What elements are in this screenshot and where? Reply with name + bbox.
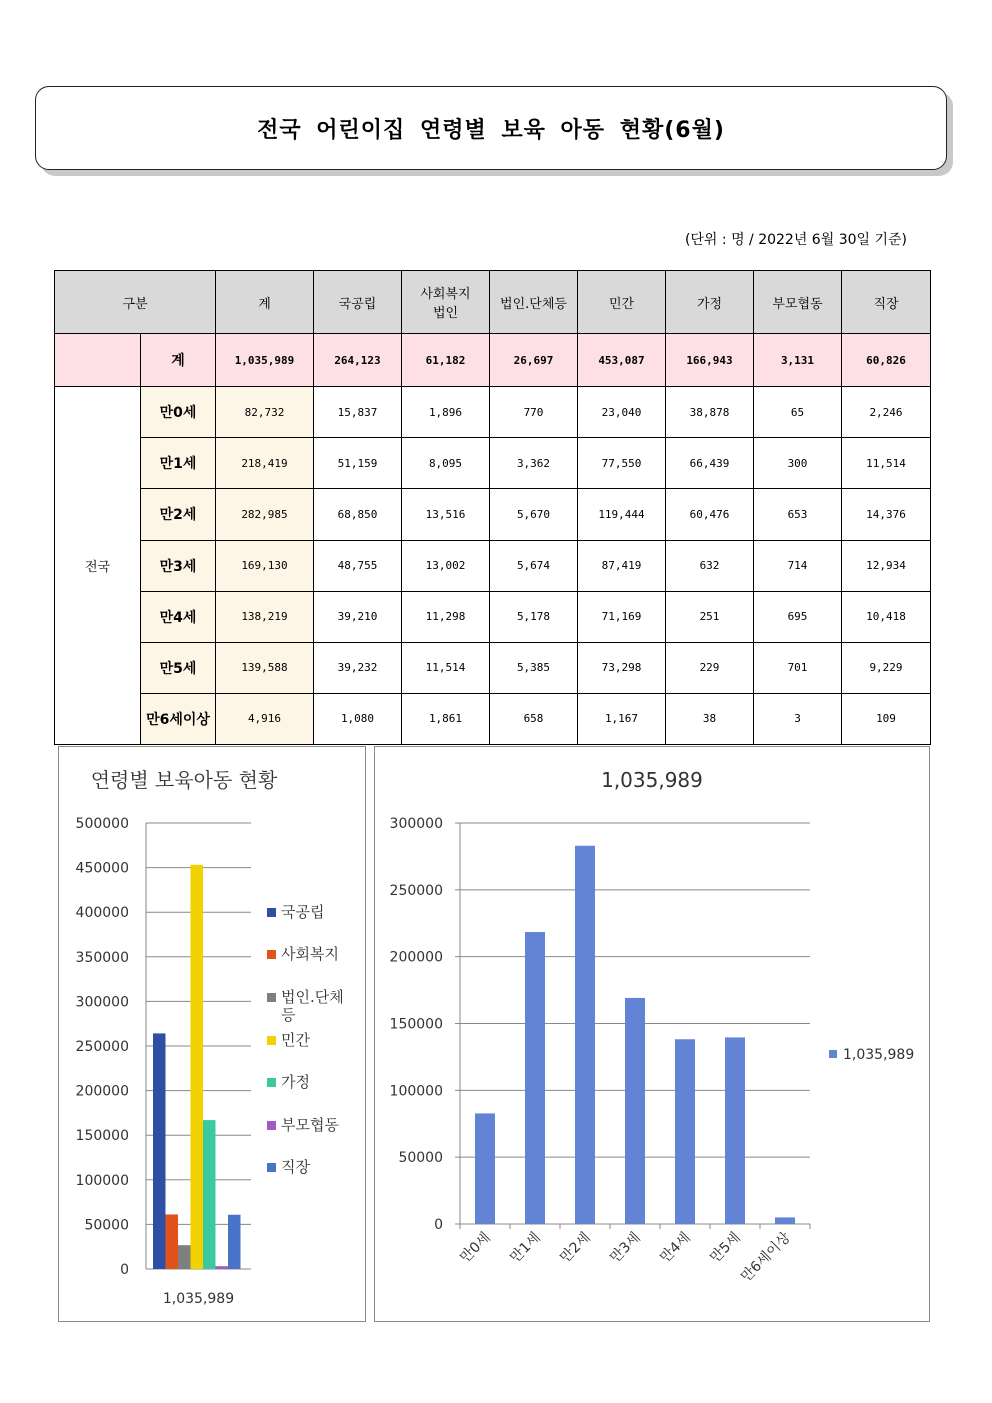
- legend-swatch: [267, 993, 276, 1002]
- total-cell: 264,123: [314, 334, 402, 387]
- data-cell: 282,985: [216, 489, 314, 540]
- data-cell: 12,934: [842, 540, 931, 591]
- legend-label: 국공립: [281, 903, 325, 921]
- data-cell: 3,362: [490, 438, 578, 489]
- data-cell: 1,167: [578, 693, 666, 744]
- data-cell: 68,850: [314, 489, 402, 540]
- data-cell: 15,837: [314, 387, 402, 438]
- x-tick-label: 만0세: [457, 1229, 494, 1267]
- data-cell: 5,385: [490, 642, 578, 693]
- y-tick-label: 100000: [389, 1083, 443, 1100]
- data-cell: 38: [666, 693, 754, 744]
- data-cell: 66,439: [666, 438, 754, 489]
- header-total: 계: [216, 271, 314, 334]
- data-cell: 5,674: [490, 540, 578, 591]
- bar-3: [178, 1245, 191, 1269]
- y-tick-label: 50000: [398, 1150, 443, 1167]
- data-cell: 73,298: [578, 642, 666, 693]
- legend-label-line2: 등: [281, 1006, 296, 1024]
- age-cell: 만4세: [141, 591, 216, 642]
- data-cell: 48,755: [314, 540, 402, 591]
- data-cell: 714: [754, 540, 842, 591]
- data-cell: 87,419: [578, 540, 666, 591]
- bar-1: [153, 1033, 166, 1269]
- y-tick-label: 150000: [389, 1016, 443, 1033]
- age-cell: 만2세: [141, 489, 216, 540]
- data-cell: 82,732: [216, 387, 314, 438]
- age-cell: 만3세: [141, 540, 216, 591]
- table-row: [55, 591, 931, 642]
- legend-swatch: [267, 950, 276, 959]
- bar-2: [166, 1214, 179, 1269]
- data-cell: 13,516: [402, 489, 490, 540]
- data-cell: 169,130: [216, 540, 314, 591]
- age-group-chart: [374, 746, 930, 1322]
- header-corporate: 법인.단체등: [490, 271, 578, 334]
- legend-label: 1,035,989: [843, 1047, 915, 1063]
- table-row: [55, 489, 931, 540]
- age-cell: 만0세: [141, 387, 216, 438]
- legend-swatch: [829, 1050, 837, 1058]
- data-cell: 60,476: [666, 489, 754, 540]
- y-tick-label: 450000: [75, 860, 129, 877]
- y-tick-label: 250000: [389, 882, 443, 899]
- x-tick-label: 만4세: [657, 1229, 694, 1267]
- bar-만3세: [625, 998, 645, 1224]
- table-row: [55, 438, 931, 489]
- title-box: [35, 86, 947, 170]
- data-cell: 701: [754, 642, 842, 693]
- total-cell: 1,035,989: [216, 334, 314, 387]
- chart-title: 1,035,989: [601, 768, 703, 792]
- stats-table: [54, 270, 931, 745]
- header-parent-coop: 부모협동: [754, 271, 842, 334]
- data-cell: 14,376: [842, 489, 931, 540]
- y-tick-label: 50000: [84, 1217, 129, 1234]
- x-tick-label: 만3세: [607, 1229, 644, 1267]
- y-tick-label: 200000: [75, 1083, 129, 1100]
- page-title: 전국 어린이집 연령별 보육 아동 현황(6월): [257, 117, 725, 143]
- bar-만0세: [475, 1113, 495, 1224]
- header-private: 민간: [578, 271, 666, 334]
- header-workplace: 직장: [842, 271, 931, 334]
- data-cell: 65: [754, 387, 842, 438]
- legend-swatch: [267, 1163, 276, 1172]
- legend-label: 부모협동: [281, 1116, 339, 1134]
- age-cell: 만1세: [141, 438, 216, 489]
- y-tick-label: 200000: [389, 949, 443, 966]
- y-tick-label: 0: [120, 1262, 129, 1278]
- bar-만5세: [725, 1037, 745, 1224]
- bar-만1세: [525, 932, 545, 1224]
- data-cell: 5,178: [490, 591, 578, 642]
- bar-4: [191, 865, 204, 1269]
- region-cell: 전국: [55, 387, 141, 745]
- y-tick-label: 250000: [75, 1039, 129, 1055]
- data-cell: 653: [754, 489, 842, 540]
- x-tick-label: 만5세: [707, 1229, 744, 1267]
- data-cell: 51,159: [314, 438, 402, 489]
- data-cell: 109: [842, 693, 931, 744]
- bar-만4세: [675, 1039, 695, 1224]
- total-cell: 61,182: [402, 334, 490, 387]
- bar-6: [216, 1266, 229, 1269]
- data-cell: 39,232: [314, 642, 402, 693]
- data-cell: 632: [666, 540, 754, 591]
- data-cell: 229: [666, 642, 754, 693]
- data-cell: 300: [754, 438, 842, 489]
- header-category: 구분: [55, 271, 216, 334]
- data-cell: 658: [490, 693, 578, 744]
- chart-title: 연령별 보육아동 현황: [90, 768, 278, 792]
- legend-swatch: [267, 908, 276, 917]
- total-cell: 26,697: [490, 334, 578, 387]
- legend-label: 사회복지: [281, 945, 339, 963]
- data-cell: 138,219: [216, 591, 314, 642]
- data-cell: 10,418: [842, 591, 931, 642]
- data-cell: 39,210: [314, 591, 402, 642]
- legend-swatch: [267, 1078, 276, 1087]
- data-cell: 13,002: [402, 540, 490, 591]
- y-tick-label: 0: [434, 1217, 443, 1233]
- data-cell: 3: [754, 693, 842, 744]
- table-row: [55, 642, 931, 693]
- total-cell: 60,826: [842, 334, 931, 387]
- y-tick-label: 300000: [389, 816, 443, 832]
- header-home: 가정: [666, 271, 754, 334]
- data-cell: 9,229: [842, 642, 931, 693]
- legend-label: 직장: [281, 1158, 310, 1176]
- header-social-welfare-line2: 법인: [432, 306, 459, 322]
- data-cell: 11,514: [842, 438, 931, 489]
- bar-5: [203, 1120, 216, 1269]
- total-cell: 166,943: [666, 334, 754, 387]
- facility-type-chart-svg: [59, 747, 365, 1321]
- data-cell: 77,550: [578, 438, 666, 489]
- header-national-public: 국공립: [314, 271, 402, 334]
- table-row: [55, 540, 931, 591]
- total-row-blank: [55, 334, 141, 387]
- data-cell: 218,419: [216, 438, 314, 489]
- unit-note: (단위 : 명 / 2022년 6월 30일 기준): [684, 232, 907, 248]
- data-cell: 38,878: [666, 387, 754, 438]
- age-cell: 만6세이상: [141, 693, 216, 744]
- header-social-welfare: [402, 271, 490, 334]
- data-cell: 770: [490, 387, 578, 438]
- legend-swatch: [267, 1121, 276, 1130]
- data-cell: 695: [754, 591, 842, 642]
- total-row: [55, 334, 931, 387]
- total-cell: 453,087: [578, 334, 666, 387]
- x-category-label: 1,035,989: [162, 1291, 235, 1307]
- table-row: [55, 387, 931, 438]
- data-cell: 251: [666, 591, 754, 642]
- total-cell: 3,131: [754, 334, 842, 387]
- data-cell: 1,080: [314, 693, 402, 744]
- y-tick-label: 500000: [75, 816, 129, 832]
- data-cell: 71,169: [578, 591, 666, 642]
- data-cell: 23,040: [578, 387, 666, 438]
- bar-만6세이상: [775, 1217, 795, 1224]
- bar-7: [228, 1215, 241, 1269]
- x-tick-label: 만6세이상: [737, 1229, 794, 1286]
- data-cell: 2,246: [842, 387, 931, 438]
- total-row-label: 계: [141, 334, 216, 387]
- y-tick-label: 400000: [75, 905, 129, 922]
- legend-swatch: [267, 1036, 276, 1045]
- data-cell: 4,916: [216, 693, 314, 744]
- data-cell: 8,095: [402, 438, 490, 489]
- bar-만2세: [575, 846, 595, 1224]
- data-cell: 1,896: [402, 387, 490, 438]
- data-cell: 119,444: [578, 489, 666, 540]
- legend-label-line1: 법인.단체: [281, 988, 344, 1006]
- y-tick-label: 150000: [75, 1128, 129, 1145]
- table-row: [55, 693, 931, 744]
- data-cell: 11,298: [402, 591, 490, 642]
- y-tick-label: 350000: [75, 949, 129, 966]
- y-tick-label: 300000: [75, 994, 129, 1011]
- legend-label: 가정: [281, 1073, 310, 1091]
- x-tick-label: 만2세: [557, 1229, 594, 1267]
- age-group-chart-svg: [375, 747, 929, 1321]
- x-tick-label: 만1세: [507, 1229, 544, 1267]
- legend-label: 민간: [281, 1031, 310, 1049]
- header-social-welfare-line1: 사회복지: [420, 287, 471, 303]
- data-cell: 11,514: [402, 642, 490, 693]
- y-tick-label: 100000: [75, 1172, 129, 1189]
- age-cell: 만5세: [141, 642, 216, 693]
- facility-type-chart: [58, 746, 366, 1322]
- data-cell: 5,670: [490, 489, 578, 540]
- data-cell: 139,588: [216, 642, 314, 693]
- data-cell: 1,861: [402, 693, 490, 744]
